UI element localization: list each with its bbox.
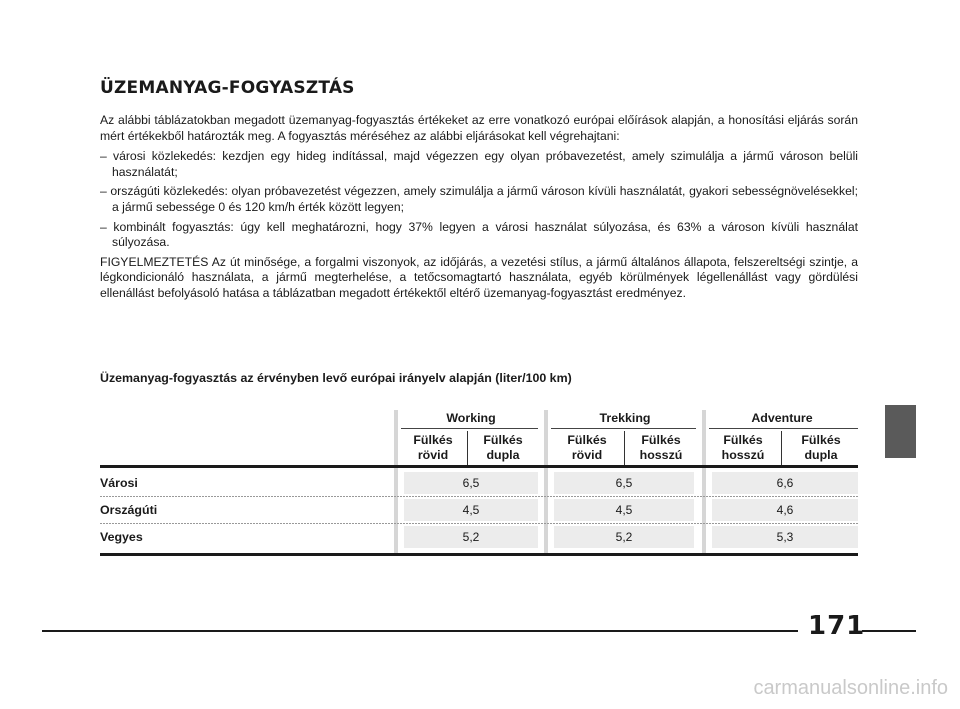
- table-cell: 6,5: [404, 472, 538, 494]
- group-header-trekking: Trekking: [599, 411, 651, 425]
- watermark: carmanualsonline.info: [753, 677, 948, 699]
- table-cell: 6,5: [554, 472, 694, 494]
- table-cell: 5,2: [404, 526, 538, 548]
- group-header-working: Working: [446, 411, 496, 425]
- sub-divider: [467, 431, 468, 467]
- sub-header: Fülkés rövid: [413, 433, 453, 462]
- sub-header: Fülkés hosszú: [721, 433, 765, 462]
- row-label-orszaguti: Országúti: [100, 503, 158, 517]
- header-rule: [100, 465, 858, 468]
- sub-header: Fülkés dupla: [801, 433, 841, 462]
- group-underline: [401, 428, 538, 429]
- list-item: – országúti közlekedés: olyan próbavezetést végezzen, amely szimulálja a jármű városon kívüli használatát, gyakori sebességnövelésekkel; a jármű sebessége 0 és 120 km/h érték között legyen;: [100, 184, 858, 214]
- table-caption: Üzemanyag-fogyasztás az érvényben levő európai irányelv alapján (liter/100 km): [100, 371, 572, 385]
- page-number: 171: [808, 611, 866, 641]
- footer-rule: [42, 630, 798, 632]
- list-item: – városi közlekedés: kezdjen egy hideg indítással, majd végezzen egy olyan próbavezetést, amely szimulálja a jármű városon belüli használatát;: [100, 149, 858, 179]
- intro-paragraph: Az alábbi táblázatokban megadott üzemanyag-fogyasztás értékeket az erre vonatkozó európai előírások alapján, a honosítási eljárás során mért értékekből határozták meg. A fogyasztás méréséhez az alábbi eljárásokat kell végrehajtani:: [100, 113, 858, 143]
- table-cell: 4,5: [554, 499, 694, 521]
- sub-header: Fülkés rövid: [567, 433, 607, 462]
- column-divider: [394, 410, 398, 556]
- footer-rule: [862, 630, 916, 632]
- column-divider: [544, 410, 548, 556]
- group-underline: [709, 428, 858, 429]
- sub-divider: [624, 431, 625, 467]
- group-underline: [551, 428, 696, 429]
- row-divider: [100, 496, 858, 497]
- table-cell: 5,2: [554, 526, 694, 548]
- row-label-varosi: Városi: [100, 476, 138, 490]
- table-cell: 5,3: [712, 526, 858, 548]
- table-cell: 6,6: [712, 472, 858, 494]
- row-divider: [100, 523, 858, 524]
- warning-paragraph: FIGYELMEZTETÉS Az út minősége, a forgalmi viszonyok, az időjárás, a vezetési stílus, a jármű általános állapota, felszereltségi szintje, a légkondicionáló használata, a jármű megterhelése, a tetőcsomagtartó használata, egyéb körülmények légellenállást vagy gördülési ellenállást befolyásoló hatása a táblázatban megadott értékektől eltérő üzemanyag-fogyasztást eredményez.: [100, 254, 858, 300]
- list-item: – kombinált fogyasztás: úgy kell meghatározni, hogy 37% legyen a városi használat súlyozása, és 63% a városon kívüli használat súlyozása.: [100, 219, 858, 250]
- section-thumb-tab: [885, 405, 916, 458]
- table-cell: 4,5: [404, 499, 538, 521]
- sub-divider: [781, 431, 782, 467]
- table-bottom-rule: [100, 553, 858, 556]
- sub-header: Fülkés hosszú: [639, 433, 683, 462]
- group-header-adventure: Adventure: [751, 411, 813, 425]
- sub-header: Fülkés dupla: [483, 433, 523, 462]
- body-text: [100, 113, 858, 307]
- row-label-vegyes: Vegyes: [100, 530, 143, 544]
- page-title: ÜZEMANYAG-FOGYASZTÁS: [100, 78, 355, 98]
- column-divider: [702, 410, 706, 556]
- table-cell: 4,6: [712, 499, 858, 521]
